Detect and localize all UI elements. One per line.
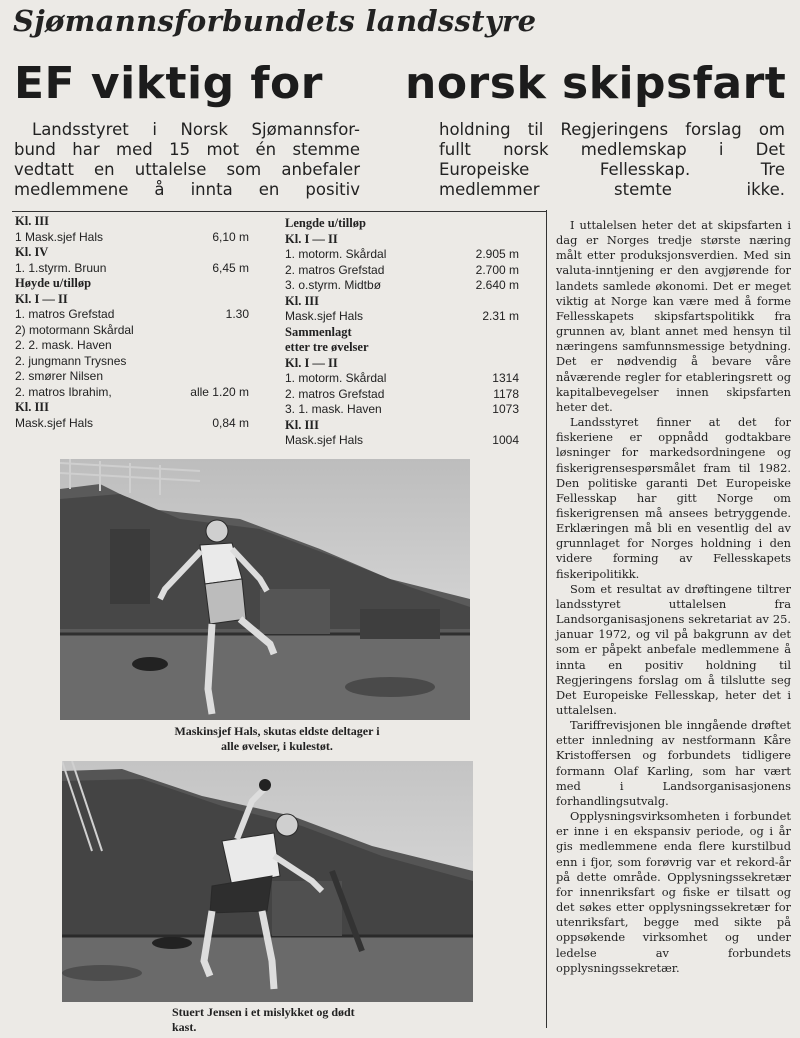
photo-throw-jensen [62,761,473,1002]
results-row [285,247,519,263]
results-label: 2. matros Grefstad [285,262,385,277]
results-value: 6,10 m [212,229,249,244]
results-label: 1. motorm. Skårdal [285,371,387,385]
lead-line: medlemmer stemte ikke. [439,180,785,199]
results-heading [285,418,519,434]
headline-left: EF viktig for [14,58,323,109]
article-body [556,218,791,976]
results-value: 6,45 m [212,260,249,275]
results-row [285,371,519,387]
results-value: 1.30 [225,307,249,321]
results-label: Kl. III [15,214,50,228]
results-row [15,230,249,246]
results-row [15,385,249,401]
results-heading [15,400,249,416]
body-paragraph: Som et resultat av drøftingene tiltrer landsstyret uttalelsen fra Landsorganisasjonens sekretariat av 25. januar 1972, og vil på bakgrunn av det som er påpekt anbefale medlemmene å innta en positiv holdning til Regjeringens forslag om å tilslutte seg Det Europeiske Fellesskap, heter det i uttalelsen. [556,581,791,717]
results-row [15,369,249,385]
results-label: Kl. III [285,417,320,432]
results-heading [285,340,519,356]
body-paragraph: Opplysningsvirksomheten i forbundet er inne i en ekspansiv periode, og i år gis medlemmene enda flere kurstilbud enn i fjor, som forøvrig var et rekord-år på dette område. Opplysningssekretær for innenriksfart og fiske er tilsatt og det søkes etter opplysningssekretær for utenriksfart, begge med sikte på oppsøkende virksomhet og under ledelse av forbundets opplysningssekretær. [556,809,791,975]
results-label: Høyde u/tilløp [15,276,92,290]
results-value: 1178 [493,386,519,401]
photo-throw-illustration [62,761,473,1002]
results-label: Lengde u/tilløp [285,216,366,230]
results-row [15,307,249,323]
results-label: Kl. III [285,293,320,308]
results-row [15,416,249,432]
results-heading [285,325,519,341]
photo-shot-put-hals [60,459,470,720]
results-label: 2. matros Ibrahim, [15,384,112,399]
photo2-caption-line: kast. [172,1020,197,1034]
results-label: 2. jungmann Trysnes [15,353,127,368]
results-value: 1004 [492,433,519,447]
results-heading [285,294,519,310]
results-label: Sammenlagt [285,324,352,339]
body-paragraph: Landsstyret finner at det for fiskeriene er oppnådd godtakbare løsninger for markedsordningene og fiskerigrensespørsmålet fram til 1982. Den politiske garanti Det Europeiske Fellesskap har gitt Norge om fiskerigrensen må ansees betryggende. Erklæringen må bli en vesentlig del av grunnlaget for Norges holdning i den videre forming av Fellesskapets fiskeripolitikk. [556,415,791,581]
results-label: Mask.sjef Hals [15,415,94,430]
photo2-caption [172,1005,402,1035]
results-label: Kl. IV [15,245,49,259]
results-row [285,263,519,279]
results-label: Kl. III [15,400,50,414]
photo2-caption-line: Stuert Jensen i et mislykket og dødt [172,1005,355,1019]
lead-right-column [439,120,785,200]
results-label: Kl. I — II [285,355,338,370]
results-label: 2. 2. mask. Haven [15,338,112,352]
results-label: 2. smører Nilsen [15,369,104,383]
lead-left-column [14,120,360,200]
body-paragraph: Tariffrevisjonen ble inngående drøftet etter innledning av nestformann Kåre Kristoffersen og forbundets tidligere formann Olaf Karling, som har vært med i Landsorganisasjonens forhandlingsutvalg. [556,718,791,808]
results-row [15,323,249,339]
lead-line: vedtatt en uttalelse som anbefaler [14,160,360,179]
results-row [285,278,519,294]
lead-line: Landsstyret i Norsk Sjømannsfor- [32,120,360,139]
results-label: Mask.sjef Hals [285,309,364,323]
results-row [285,309,519,325]
lead-line: holdning til Regjeringens forslag om [439,120,785,139]
results-heading [15,214,249,230]
photo-shot-put-illustration [60,459,470,720]
results-row [15,261,249,277]
results-label: 2. matros Grefstad [285,386,385,401]
results-label: 1. motorm. Skårdal [285,247,387,261]
results-value: alle 1.20 m [190,384,249,399]
results-value: 1314 [492,371,519,385]
results-heading [285,216,519,232]
results-top-rule [12,211,547,212]
body-paragraph: I uttalelsen heter det at skipsfarten i dag er Norges tredje største næring målt etter produksjonsverdien. Med sin valuta-inntjening er den avgjørende for landets samlede økonomi. Det er meget viktig at Norge kan være med å forme Fellesskapets skipsfartspolitikk fra grunnen av, blant annet med hensyn til næringens samfunnsmessige betydning. Det er nødvendig å bevare våre nåværende regler for etableringsrett og kapitalbevegelser innen skipsfarten heter det. [556,218,791,414]
results-label: Mask.sjef Hals [285,433,364,447]
results-table-left [15,214,249,431]
results-value: 2.31 m [482,309,519,323]
results-heading [15,292,249,308]
results-label: 3. o.styrm. Midtbø [285,278,382,292]
results-row [15,338,249,354]
results-label: 2) motormann Skårdal [15,322,134,337]
lead-line: bund har med 15 mot én stemme [14,140,360,159]
results-heading [15,276,249,292]
lead-line: fullt norsk medlemskap i Det [439,140,785,159]
photo1-caption: Maskinsjef Hals, skutas eldste deltager i alle øvelser, i kulestøt. [174,724,380,753]
column-divider [546,210,547,1028]
results-value: 2.700 m [475,262,519,277]
results-heading [15,245,249,261]
lead-line: Europeiske Fellesskap. Tre [439,160,785,179]
results-row [285,402,519,418]
results-label: Kl. I — II [285,231,338,246]
results-label: 1. matros Grefstad [15,307,115,321]
results-value: 2.640 m [475,278,519,292]
results-row [15,354,249,370]
results-label: 1. 1.styrm. Bruun [15,260,107,275]
results-row [285,433,519,449]
section-kicker: Sjømannsforbundets landsstyre [13,4,537,38]
lead-line: medlemmene å innta en positiv [14,180,360,199]
headline-right: norsk skipsfart [405,58,787,109]
results-label: 3. 1. mask. Haven [285,402,382,416]
results-value: 0,84 m [212,415,249,430]
results-label: Kl. I — II [15,291,68,306]
results-value: 2.905 m [475,247,519,261]
results-value: 1073 [492,402,519,416]
results-label: 1 Mask.sjef Hals [15,229,104,244]
results-heading [285,356,519,372]
results-table-right [285,216,519,449]
results-heading [285,232,519,248]
results-row [285,387,519,403]
results-label: etter tre øvelser [285,340,369,354]
